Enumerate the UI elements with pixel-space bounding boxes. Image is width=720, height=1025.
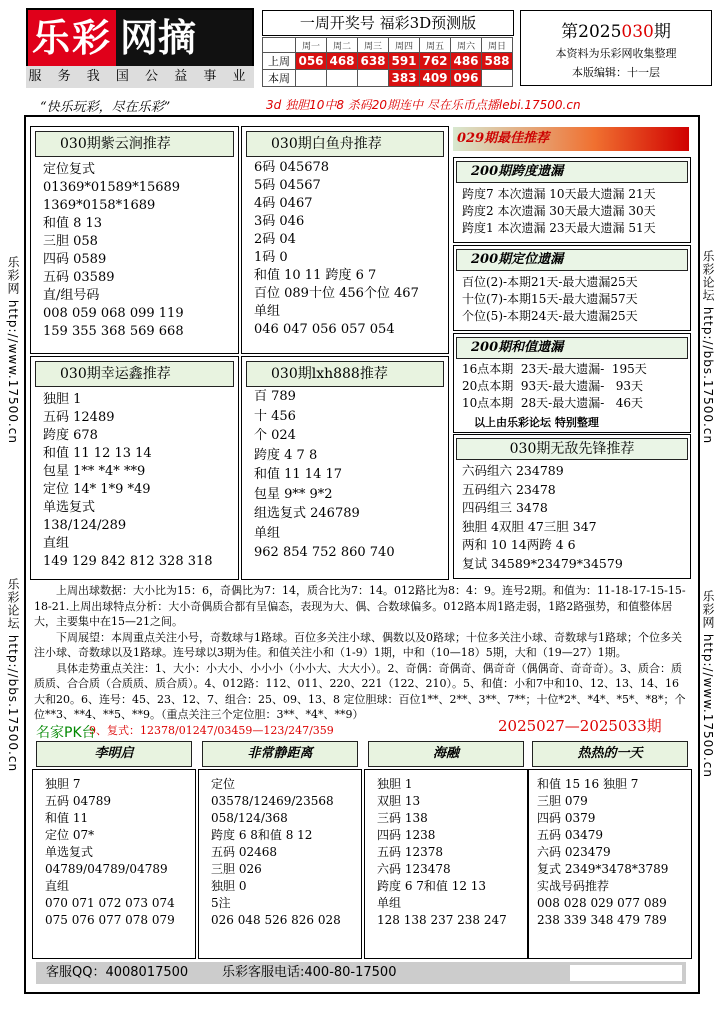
weekday: 周五 [420,38,451,53]
weekday: 周一 [296,38,327,53]
pk-body: 定位 03578/12469/23568 058/124/368 跨度 6 8和值 8 12 五码 02468 三胆 026 独胆 0 5注 026 048 526 826 028 [211,777,341,927]
pk-issue-range: 2025027—2025033期 [498,717,662,735]
panel-title: 200期跨度遗漏 [456,161,688,183]
pk-expert-name: 非常静距离 [202,741,358,767]
pk-title: 名家PK台 [36,725,96,741]
weekly-draw-table [262,37,513,87]
panel-title: 200期定位遗漏 [456,249,688,271]
side-link-right-top[interactable]: 乐彩论坛 http://bbs.17500.cn [701,250,715,445]
issue-info [520,10,712,86]
pk-body: 独胆 1 双胆 13 三码 138 四码 1238 五码 12378 六码 123478 跨度 6 7和值 12 13 单组 128 138 237 238 247 [377,777,507,927]
analysis-last-week: 上周出球数据：大小比为15：6，奇偶比为7：14，质合比为7：14。012路比为8：4：9。连号2期。和值为：11-18-17-15-15-18-21.上周出球特点分析：大小奇偶质合都有呈偏态，表现为大、偶、合数球偏多。012路本周1路走弱，1路2路强势，和值整体居大，主要集中在15—21之间。 [34,584,686,628]
service-phone: 乐彩客服电话:400-80-17500 [222,965,397,980]
draw-number: 591 [389,53,420,70]
site-logo [26,8,254,68]
recommend-box-xingyunxin [30,356,239,580]
panel-body: 六码组六 234789 五码组六 23478 四码组三 3478 独胆 4双胆 47三胆 347 两和 10 14两跨 4 6 复试 34589*23479*34579 [462,463,623,571]
wudi-recommend-panel [453,434,691,579]
issue-suffix: 期 [653,22,671,42]
draw-number-empty [482,70,513,87]
box-title: 030期紫云涧推荐 [35,131,234,157]
issue-editor: 本版编辑：十一层 [572,66,660,79]
issue-prefix: 第2025 [561,22,622,42]
box-title: 030期lxh888推荐 [246,361,444,387]
pk-box-feichangjingjuli [198,741,362,959]
box-body: 定位复式 01369*01589*15689 1369*0158*1689 和值 8 13 三胆 058 四码 0589 五码 03589 直/组号码 008 059 068 099 119 159 355 368 569 668 [43,162,184,339]
row-label: 上周 [263,53,296,70]
logo-motto: 服 务 我 国 公 益 事 业 [26,66,254,88]
side-link-left-bottom[interactable]: 乐彩论坛 http://bbs.17500.cn [6,578,20,773]
weekday: 周二 [327,38,358,53]
logo-black-text: 网摘 [116,10,252,66]
box-title: 030期白鱼舟推荐 [246,131,444,157]
panel-title: 030期无敌先锋推荐 [456,438,688,460]
slogan: “快乐玩彩，尽在乐彩” [40,100,171,115]
analysis-focus: 具体走势重点关注：1、大小：小大小、小小小（小小大、大大小）。2、奇偶：奇偶奇、偶奇奇（偶偶奇、奇奇奇）。3、质合：质质质、合合质（合质质、质合质）。4、012路：112、011、220、221（122、210）。5、和值：小和7中和10、12、13、14、16大和20。6、连号：45、23、12、7、组合：25、09、13、8 定位胆球：百位1**、2**、3**、7**；十位*2*、*4*、*5*、*8*；个位**3、**4、**5、**9。（重点关注三个定位胆：3**、*4*、**9） [34,661,686,721]
weekday: 周四 [389,38,420,53]
box-title: 030期幸运鑫推荐 [35,361,234,387]
pk-expert-name: 热热的一天 [532,741,688,767]
panel-body: 16点本期 23天-最大遗漏- 195天 20点本期 93天-最大遗漏- 93天 10点本期 28天-最大遗漏- 46天 [462,362,647,410]
draw-number: 383 [389,70,420,87]
side-link-right-bottom[interactable]: 乐彩网 http://www.17500.cn [701,590,715,778]
draw-number: 468 [327,53,358,70]
weekday: 周三 [358,38,389,53]
issue-source: 本资料为乐彩网收集整理 [555,47,677,60]
pk-box-rerededyitian [528,741,692,959]
draw-number: 762 [420,53,451,70]
span-miss-panel [453,157,691,243]
box-body: 6码 045678 5码 04567 4码 0467 3码 046 2码 04 1码 0 和值 10 11 跨度 6 7 百位 089十位 456个位 467 单组 046 047 056 057 054 [254,160,419,337]
sum-miss-panel [453,333,691,433]
recommend-box-ziyunjian [30,126,239,354]
draw-number-empty [296,70,327,87]
row-label: 本周 [263,70,296,87]
draw-number: 056 [296,53,327,70]
analysis-outlook: 下周展望：本周重点关注小号，奇数球与1路球。百位多关注小球、偶数以及0路球；十位多关注小球、奇数球与1路球；个位多关注小球、奇数球以及1路球。连号球以3期为佳。和值关注小和（1-9）1期，中和（10—18）5期，大和（19—27）1期。 [34,630,682,659]
promo-ticker[interactable]: 3d 独胆10中8 杀码20期连中 尽在乐币点播lebi.17500.cn [266,98,581,112]
box-body: 独胆 1 五码 12489 跨度 678 和值 11 12 13 14 包星 1** *4* **9 定位 14* 1*9 *49 单选复式 138/124/289 直组 149 129 842 812 328 318 [43,392,213,569]
issue-number: 030 [621,22,654,42]
draw-number-empty [327,70,358,87]
logo-red-text: 乐彩 [28,10,116,66]
draw-number: 096 [451,70,482,87]
recommend-box-baiyuzhou [241,126,449,354]
service-qq: 客服QQ：4008017500 [46,965,189,980]
weekday: 周六 [451,38,482,53]
pk-box-hairong [364,741,528,959]
draw-number: 486 [451,53,482,70]
position-miss-panel [453,245,691,331]
pk-expert-name: 李明启 [36,741,192,767]
panel-title: 200期和值遗漏 [456,337,688,359]
draw-number: 409 [420,70,451,87]
panel-body: 跨度7 本次遗漏 10天最大遗漏 21天 跨度2 本次遗漏 30天最大遗漏 30天 跨度1 本次遗漏 23天最大遗漏 51天 [462,187,656,235]
draw-number-empty [358,70,389,87]
draw-number: 638 [358,53,389,70]
pk-box-limingqi [32,741,196,959]
panel-note: 以上由乐彩论坛 特别整理 [474,416,599,429]
pk-body: 和值 15 16 独胆 7 三胆 079 四码 0379 五码 03479 六码 023479 复式 2349*3478*3789 实战号码推荐 008 028 029 077 089 238 339 348 479 789 [537,777,669,927]
side-link-left-top[interactable]: 乐彩网 http://www.17500.cn [6,256,20,444]
analysis-multi: 9、复式：12378/01247/03459—123/247/359 [89,723,334,737]
footer-blank [570,965,682,981]
draw-table-title: 一周开奖号 福彩3D预测版 [262,10,514,36]
best-recommend-banner: 029期最佳推荐 [453,127,689,151]
panel-body: 百位(2)-本期21天-最大遗漏25天 十位(7)-本期15天-最大遗漏57天 个位(5)-本期24天-最大遗漏25天 [462,275,638,323]
footer-bar [36,962,686,984]
draw-number: 588 [482,53,513,70]
recommend-box-lxh888 [241,356,449,580]
pk-body: 独胆 7 五码 04789 和值 11 定位 07* 单选复式 04789/04789/04789 直组 070 071 072 073 074 075 076 077 078 079 [45,777,175,927]
pk-expert-name: 海融 [368,741,524,767]
box-body: 百 789 十 456 个 024 跨度 4 7 8 和值 11 14 17 包星 9** 9*2 组选复式 246789 单组 962 854 752 860 740 [254,389,395,560]
weekday: 周日 [482,38,513,53]
